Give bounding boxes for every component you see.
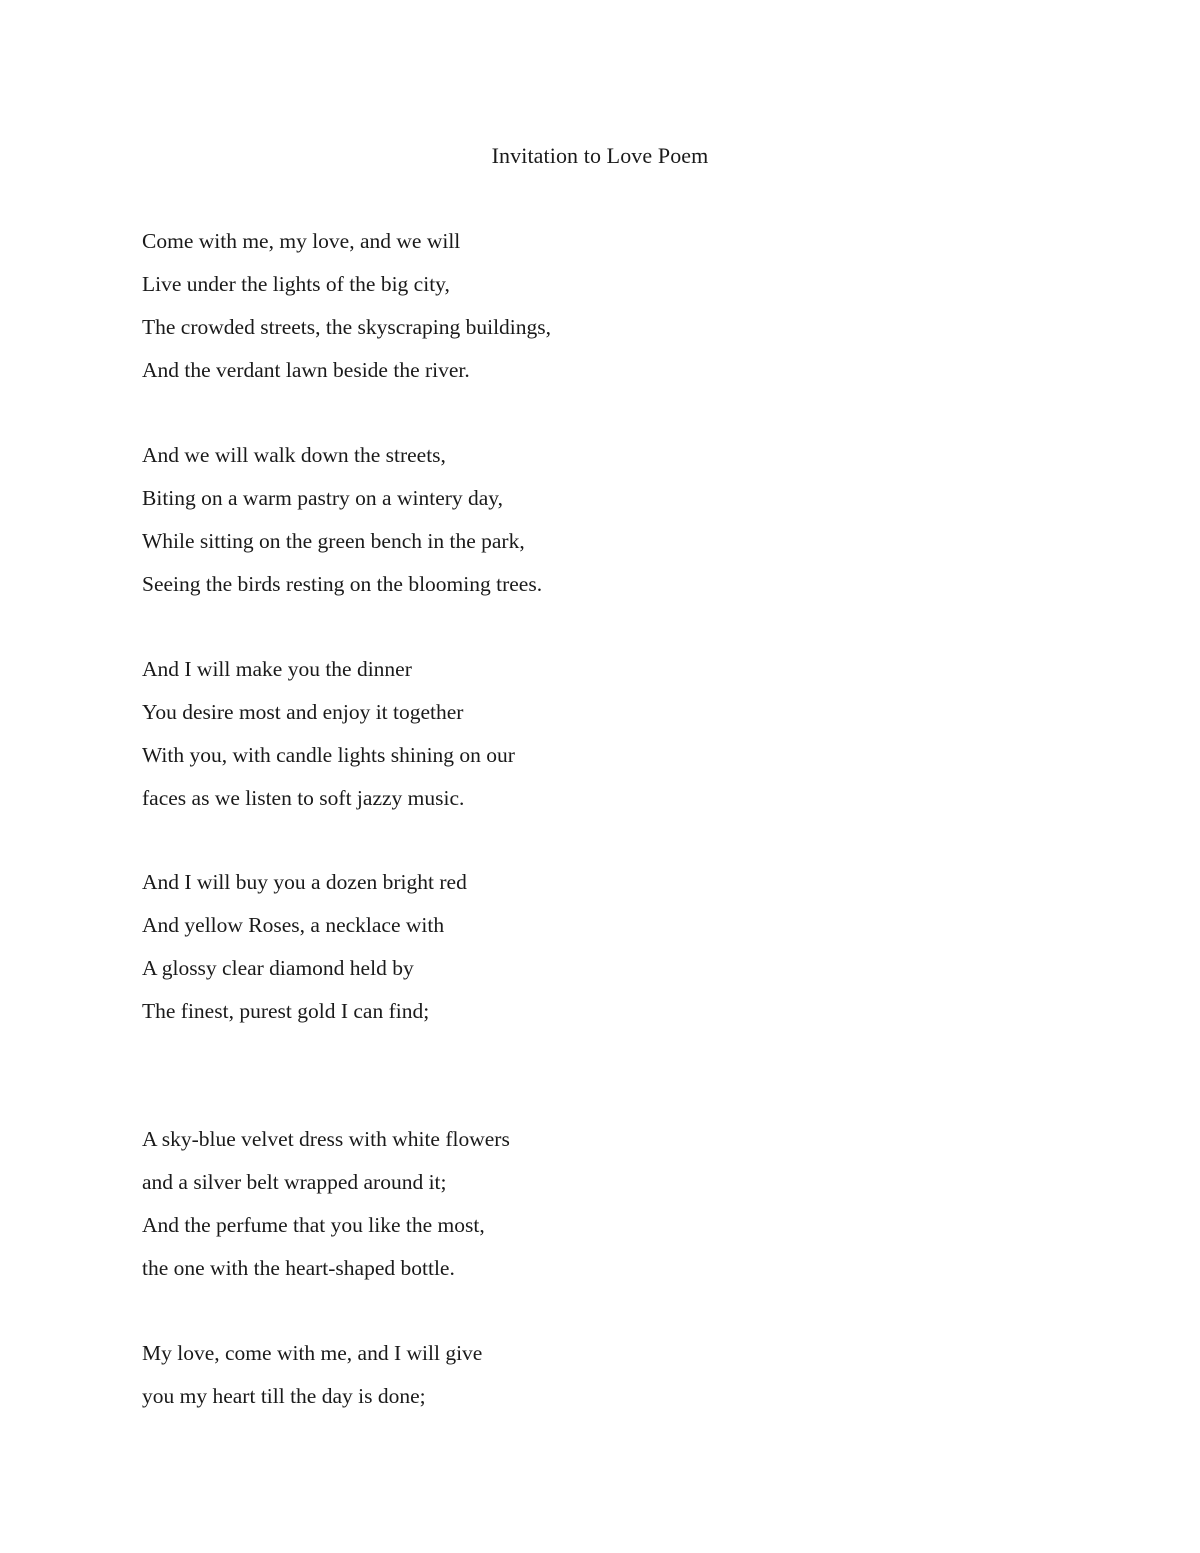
poem-line: Live under the lights of the big city,: [142, 272, 450, 296]
poem-line: The crowded streets, the skyscraping buildings,: [142, 315, 552, 339]
poem-line: My love, come with me, and I will give: [142, 1341, 483, 1365]
poem-line: faces as we listen to soft jazzy music.: [142, 786, 465, 810]
poem-line: You desire most and enjoy it together: [142, 700, 464, 724]
poem-line: the one with the heart-shaped bottle.: [142, 1256, 455, 1280]
poem-line: A sky-blue velvet dress with white flowers: [142, 1127, 510, 1151]
poem-line: And I will buy you a dozen bright red: [142, 870, 467, 894]
poem-line: Biting on a warm pastry on a wintery day,: [142, 486, 504, 510]
stanza: [142, 1339, 1042, 1425]
poem-line: And the perfume that you like the most,: [142, 1213, 485, 1237]
stanza: [142, 227, 1042, 399]
stanza: [142, 868, 1042, 1040]
poem-line: While sitting on the green bench in the park,: [142, 529, 525, 553]
poem-line: and a silver belt wrapped around it;: [142, 1170, 447, 1194]
stanza: [142, 655, 1042, 827]
stanza: [142, 441, 1042, 613]
poem-line: And yellow Roses, a necklace with: [142, 913, 445, 937]
poem-line: The finest, purest gold I can find;: [142, 999, 430, 1023]
stanza: [142, 1125, 1042, 1297]
poem-line: Seeing the birds resting on the blooming trees.: [142, 572, 543, 596]
poem-line: Come with me, my love, and we will: [142, 229, 461, 253]
poem-line: And I will make you the dinner: [142, 657, 412, 681]
poem-line: And the verdant lawn beside the river.: [142, 358, 470, 382]
poem-line: With you, with candle lights shining on our: [142, 743, 515, 767]
poem-line: And we will walk down the streets,: [142, 443, 446, 467]
poem-line: you my heart till the day is done;: [142, 1384, 426, 1408]
poem-title: Invitation to Love Poem: [491, 143, 709, 168]
poem-line: A glossy clear diamond held by: [142, 956, 414, 980]
